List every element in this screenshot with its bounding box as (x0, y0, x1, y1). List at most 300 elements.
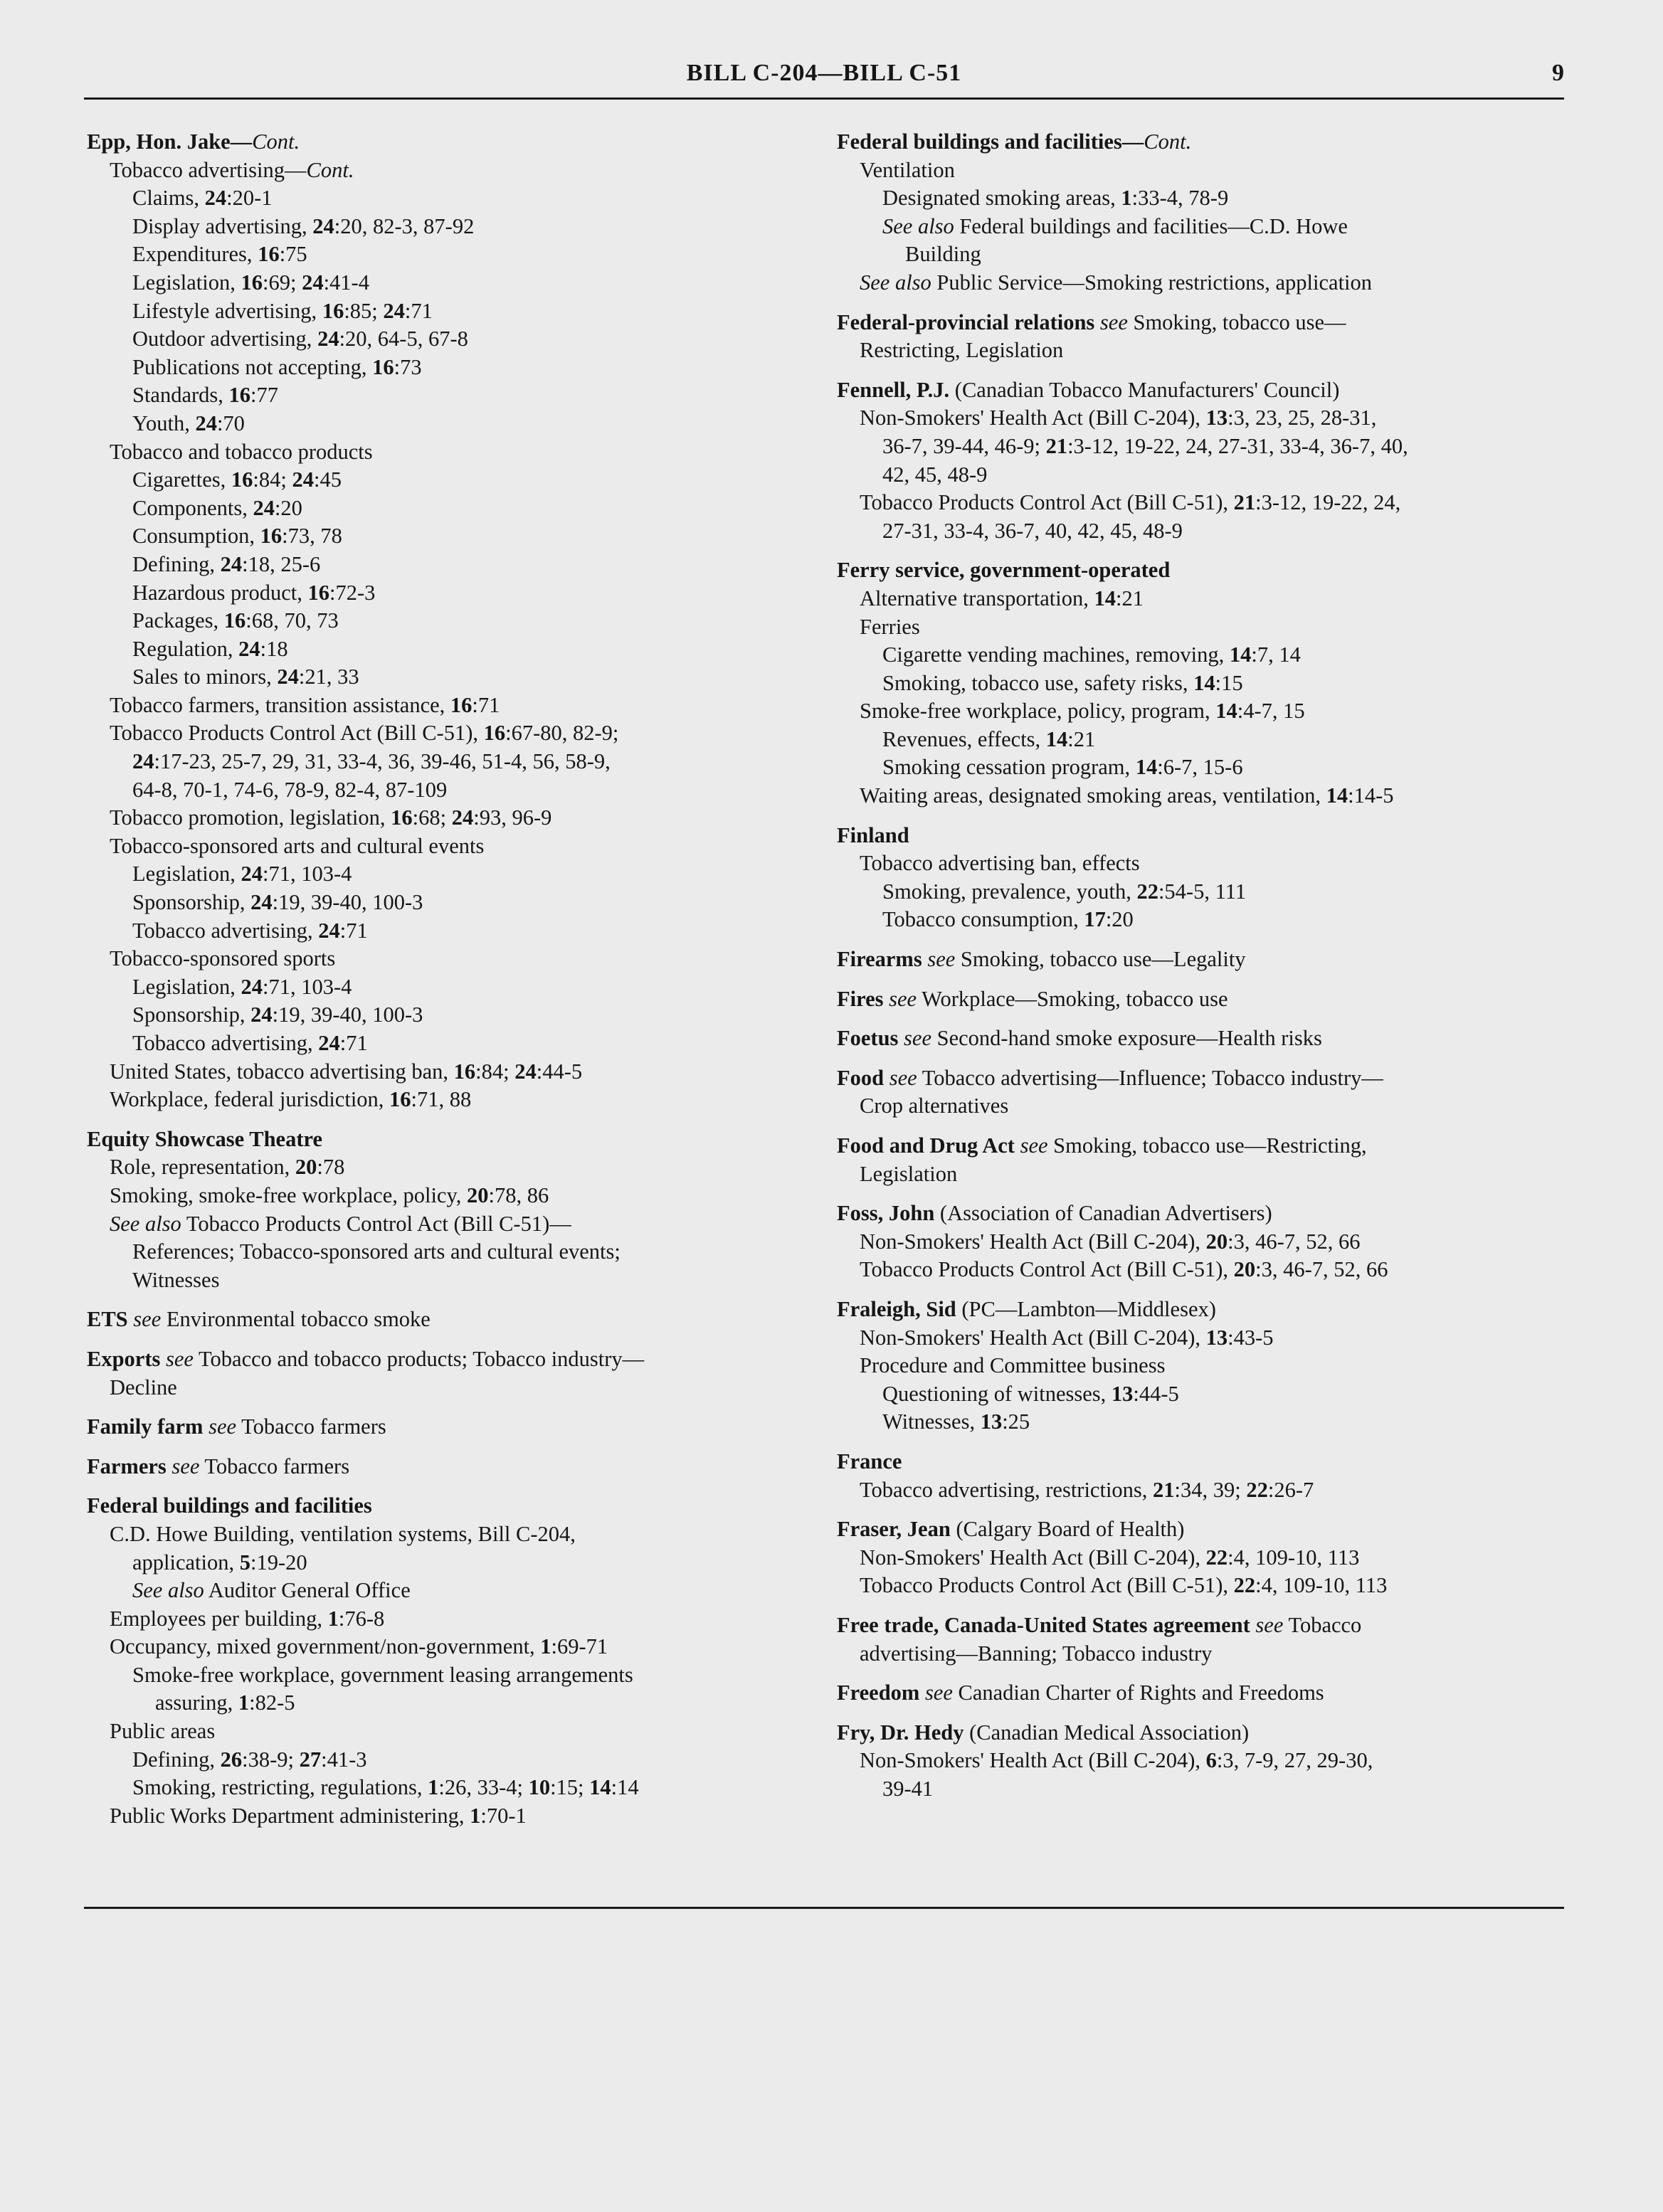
index-text: Alternative transportation, (860, 586, 1094, 610)
index-subentry (87, 1577, 813, 1605)
index-text: :68; (412, 805, 452, 830)
index-text: Ventilation (860, 157, 955, 182)
index-text: :3-12, 19-22, 24, (1255, 490, 1401, 515)
index-text: see (1099, 309, 1128, 334)
index-text: 10 (528, 1775, 551, 1800)
index-text: See also (882, 213, 954, 238)
index-text: Tobacco advertising— (110, 157, 307, 182)
index-text: Smoking, tobacco use, safety risks, (882, 670, 1194, 695)
index-text: Free trade, Canada-United States agreement (837, 1612, 1256, 1637)
index-text: :69; (262, 270, 302, 295)
index-subentry (837, 1228, 1563, 1256)
index-heading (837, 1612, 1563, 1640)
index-subentry (87, 213, 813, 241)
index-text: (PC—Lambton—Middlesex) (956, 1296, 1216, 1321)
index-text: Sponsorship, (132, 1002, 251, 1027)
index-text: :77 (250, 383, 279, 408)
index-text: 6 (1205, 1748, 1217, 1773)
index-text: :20 (274, 495, 302, 520)
index-text: Cont. (306, 157, 354, 182)
index-text: see (927, 947, 956, 972)
index-text: Display advertising, (132, 213, 313, 238)
index-text: 13 (1205, 1325, 1228, 1350)
index-text: (Association of Canadian Advertisers) (934, 1201, 1272, 1226)
index-heading (837, 1448, 1563, 1476)
index-subentry (87, 269, 813, 297)
index-text: Role, representation, (110, 1155, 295, 1180)
index-heading (837, 128, 1563, 157)
index-subentry (837, 240, 1563, 269)
index-subentry (837, 1572, 1563, 1600)
index-text: :14-5 (1348, 783, 1394, 808)
index-entry (837, 985, 1563, 1014)
index-heading (87, 1345, 813, 1374)
index-text: Public Works Department administering, (110, 1803, 470, 1828)
index-entry (837, 376, 1563, 546)
index-text: Ferry service, government-operated (837, 558, 1171, 583)
index-text: 14 (1045, 726, 1068, 751)
index-text: Foss, John (837, 1201, 935, 1226)
index-subentry (837, 1544, 1563, 1572)
index-heading (87, 1492, 813, 1520)
index-subentry (87, 1605, 813, 1634)
index-text: 5 (239, 1550, 251, 1575)
index-text: 13 (980, 1409, 1003, 1434)
index-text: see (133, 1307, 162, 1332)
index-subentry (87, 1001, 813, 1030)
index-text: Food and Drug Act (837, 1133, 1020, 1158)
index-text: Tobacco advertising, (132, 1031, 319, 1055)
index-entry (87, 1306, 813, 1334)
index-text: 14 (1215, 699, 1237, 724)
index-text: 16 (450, 692, 472, 717)
index-text: Legislation, (132, 974, 241, 999)
index-text: Tobacco advertising ban, effects (860, 851, 1140, 876)
index-heading (837, 1296, 1563, 1324)
index-text: see (166, 1346, 194, 1371)
index-subentry (837, 337, 1563, 365)
index-text: Standards, (132, 383, 229, 408)
index-heading (837, 1200, 1563, 1228)
index-text: Smoking, tobacco use—Legality (955, 947, 1246, 972)
index-text: See also (110, 1211, 181, 1236)
index-text: :75 (279, 242, 307, 267)
index-text: Tobacco Products Control Act (Bill C-51), (110, 721, 484, 746)
index-subentry (87, 719, 813, 748)
index-text: 36-7, 39-44, 46-9; (882, 433, 1046, 458)
index-text: Public Service—Smoking restrictions, application (931, 270, 1373, 295)
index-text: :44-5 (1133, 1381, 1179, 1406)
index-text: Tobacco farmers, transition assistance, (110, 692, 450, 717)
index-subentry (837, 1408, 1563, 1436)
index-text: 1 (540, 1634, 551, 1659)
index-text: Tobacco Products Control Act (Bill C-51), (860, 1257, 1234, 1282)
index-text: Ferries (860, 614, 920, 639)
index-text: Finland (837, 822, 909, 847)
index-subentry (837, 1476, 1563, 1505)
index-text: Cigarette vending machines, removing, (882, 642, 1230, 667)
index-subentry (837, 753, 1563, 782)
index-subentry (87, 1746, 813, 1774)
index-subentry (87, 1774, 813, 1802)
index-subentry (87, 1058, 813, 1086)
index-text: advertising—Banning; Tobacco industry (860, 1641, 1213, 1666)
index-subentry (87, 889, 813, 917)
index-text: 21 (1153, 1477, 1175, 1502)
index-subentry (87, 860, 813, 889)
index-text: C.D. Howe Building, ventilation systems, Bill C-204, (110, 1521, 576, 1546)
index-text: Auditor General Office (204, 1578, 411, 1603)
index-entry (837, 1132, 1563, 1188)
index-subentry (87, 804, 813, 832)
index-subentry (87, 748, 813, 776)
index-text: :54-5, 111 (1158, 879, 1247, 904)
index-text: Food (837, 1065, 889, 1090)
index-text: 13 (1111, 1381, 1134, 1406)
index-text: :68, 70, 73 (246, 608, 339, 633)
index-text: :4-7, 15 (1237, 699, 1305, 724)
index-text: 24 (514, 1059, 537, 1084)
index-subentry (837, 782, 1563, 810)
index-subentry (87, 1266, 813, 1295)
index-text: :18, 25-6 (242, 551, 321, 576)
index-text: Tobacco advertising, restrictions, (860, 1477, 1153, 1502)
index-text: Youth, (132, 411, 196, 435)
index-text: :71, 88 (411, 1087, 472, 1112)
index-text: :69-71 (551, 1634, 608, 1659)
index-subentry (837, 1640, 1563, 1668)
index-text: Legislation, (132, 862, 241, 887)
index-text: Smoking, smoke-free workplace, policy, (110, 1182, 467, 1207)
index-text: :3, 46-7, 52, 66 (1228, 1229, 1361, 1254)
index-text: 16 (453, 1059, 476, 1084)
index-text: 24 (317, 327, 339, 351)
index-entry (87, 128, 813, 1114)
index-text: Second-hand smoke exposure—Health risks (931, 1026, 1322, 1051)
index-text: :3, 23, 25, 28-31, (1228, 406, 1377, 430)
index-text: :4, 109-10, 113 (1255, 1573, 1388, 1598)
index-text: Witnesses, (882, 1409, 981, 1434)
index-text: Building (905, 242, 981, 267)
index-text: France (837, 1449, 902, 1473)
index-text: 24 (220, 551, 243, 576)
index-text: 16 (322, 298, 344, 323)
index-text: ETS (87, 1307, 134, 1332)
index-text: 24 (383, 298, 405, 323)
index-text: Tobacco (1283, 1612, 1362, 1637)
index-entry (837, 1679, 1563, 1708)
index-heading (837, 1064, 1563, 1093)
index-text: Workplace—Smoking, tobacco use (917, 986, 1228, 1011)
index-text: 16 (231, 467, 253, 492)
index-text: :15; (550, 1775, 590, 1800)
index-subentry (87, 635, 813, 664)
index-text: 42, 45, 48-9 (882, 462, 988, 487)
index-text: Smoking, restricting, regulations, (132, 1775, 428, 1800)
index-text: Non-Smokers' Health Act (Bill C-204), (860, 1545, 1206, 1570)
index-subentry (87, 832, 813, 861)
index-heading (837, 1679, 1563, 1708)
index-text: 24 (312, 213, 334, 238)
index-subentry (87, 1520, 813, 1549)
index-subentry (87, 297, 813, 326)
index-text: Tobacco promotion, legislation, (110, 805, 391, 830)
index-text: :73, 78 (282, 524, 342, 549)
footer-rule (84, 1907, 1564, 1909)
index-text: References; Tobacco-sponsored arts and cultural events; (132, 1239, 621, 1264)
index-text: 16 (241, 270, 263, 295)
index-text: :71 (404, 298, 433, 323)
index-subentry (87, 692, 813, 720)
index-subentry (87, 551, 813, 579)
index-text: Non-Smokers' Health Act (Bill C-204), (860, 1229, 1206, 1254)
index-text: 64-8, 70-1, 74-6, 78-9, 82-4, 87-109 (132, 777, 448, 802)
index-text: 14 (1135, 755, 1158, 780)
index-text: Fires (837, 986, 889, 1011)
index-subentry (87, 1030, 813, 1058)
index-text: Family farm (87, 1414, 209, 1439)
index-text: Claims, (132, 186, 205, 211)
index-text: :18 (260, 636, 288, 661)
index-subentry (87, 776, 813, 805)
index-text: Legislation (860, 1161, 958, 1186)
index-subentry (837, 213, 1563, 241)
index-text: :70-1 (480, 1803, 527, 1828)
index-text: Freedom (837, 1681, 925, 1705)
index-subentry (837, 585, 1563, 613)
index-heading (87, 1413, 813, 1441)
index-entry (87, 1126, 813, 1295)
index-text: see (208, 1414, 237, 1439)
index-text: :19-20 (250, 1550, 307, 1575)
index-text: see (924, 1681, 953, 1705)
index-text: Tobacco Products Control Act (Bill C-51)— (181, 1211, 571, 1236)
index-text: Tobacco and tobacco products; Tobacco industry— (193, 1346, 645, 1371)
index-text: :17-23, 25-7, 29, 31, 33-4, 36, 39-46, 51-4, 56, 58-9, (154, 749, 611, 774)
index-text: Federal buildings and facilities (87, 1493, 372, 1518)
index-heading (837, 1025, 1563, 1053)
index-subentry (837, 489, 1563, 517)
index-text: 39-41 (882, 1776, 934, 1801)
index-text: Tobacco farmers (236, 1414, 386, 1439)
index-subentry (87, 579, 813, 608)
index-text: :7, 14 (1251, 642, 1301, 667)
index-entry (87, 1453, 813, 1481)
index-text: :21 (1067, 726, 1096, 751)
index-text: Exports (87, 1346, 166, 1371)
index-subentry (87, 1086, 813, 1114)
index-text: :20-1 (226, 186, 273, 211)
index-text: 22 (1233, 1573, 1256, 1598)
index-subentry (837, 641, 1563, 670)
index-text: :34, 39; (1174, 1477, 1247, 1502)
index-subentry (87, 1153, 813, 1182)
index-text: 17 (1084, 907, 1106, 932)
index-text: Hazardous product, (132, 580, 308, 605)
index-subentry (87, 1802, 813, 1831)
index-text: 24 (241, 974, 263, 999)
index-subentry (837, 670, 1563, 698)
index-subentry (87, 325, 813, 354)
index-text: 13 (1205, 406, 1228, 430)
index-text: :26-7 (1267, 1477, 1314, 1502)
index-text: :4, 109-10, 113 (1228, 1545, 1360, 1570)
index-subentry (837, 517, 1563, 546)
index-subentry (837, 1747, 1563, 1775)
index-text: :78 (317, 1155, 345, 1180)
index-text: :41-3 (321, 1747, 367, 1772)
index-entry (837, 1296, 1563, 1436)
index-text: :71, 103-4 (262, 862, 352, 887)
index-text: Cont. (1144, 129, 1192, 154)
index-text: see (889, 986, 917, 1011)
index-text: Federal buildings and facilities— (837, 129, 1144, 154)
page-number: 9 (1552, 60, 1564, 86)
index-text: Tobacco consumption, (882, 907, 1084, 932)
index-text: 20 (1205, 1229, 1228, 1254)
index-entry (837, 1064, 1563, 1121)
index-heading (87, 1306, 813, 1334)
index-subentry (87, 410, 813, 438)
index-entry (837, 946, 1563, 974)
index-text: (Calgary Board of Health) (950, 1517, 1185, 1542)
index-text: :70 (216, 411, 245, 435)
index-text: 21 (1233, 490, 1256, 515)
index-text: :93, 96-9 (473, 805, 552, 830)
index-text: Non-Smokers' Health Act (Bill C-204), (860, 1748, 1206, 1773)
index-subentry (837, 613, 1563, 642)
index-text: :6-7, 15-6 (1157, 755, 1243, 780)
index-text: application, (132, 1550, 240, 1575)
index-text: Legislation, (132, 270, 241, 295)
index-text: Occupancy, mixed government/non-government, (110, 1634, 541, 1659)
page-header (84, 60, 1564, 97)
index-text: Packages, (132, 608, 224, 633)
index-text: Fraleigh, Sid (837, 1296, 956, 1321)
index-subentry (837, 1775, 1563, 1804)
index-text: 21 (1045, 433, 1068, 458)
index-text: 27 (299, 1747, 322, 1772)
index-text: 20 (295, 1155, 317, 1180)
index-text: :21 (1115, 586, 1144, 610)
index-text: 24 (318, 1031, 340, 1055)
index-text: :45 (313, 467, 342, 492)
index-text: Smoke-free workplace, policy, program, (860, 699, 1216, 724)
index-text: Tobacco-sponsored arts and cultural events (110, 833, 485, 858)
index-text: Employees per building, (110, 1606, 328, 1631)
index-subentry (837, 461, 1563, 490)
index-text: 14 (1094, 586, 1116, 610)
index-text: Non-Smokers' Health Act (Bill C-204), (860, 1325, 1206, 1350)
index-text: 24 (132, 749, 154, 774)
index-text: 24 (204, 186, 227, 211)
right-index-column (837, 128, 1563, 1814)
index-text: Outdoor advertising, (132, 327, 318, 351)
index-text: see (1255, 1612, 1284, 1637)
index-subentry (87, 466, 813, 494)
index-text: :76-8 (338, 1606, 385, 1631)
index-text: :20 (1105, 907, 1134, 932)
left-index-column (87, 128, 813, 1841)
index-subentry (87, 240, 813, 269)
index-entry (837, 556, 1563, 810)
index-text: 24 (318, 918, 340, 943)
index-text: Fennell, P.J. (837, 377, 950, 402)
index-text: 16 (223, 608, 246, 633)
index-text: 24 (250, 890, 273, 915)
index-text: 24 (451, 805, 474, 830)
index-text: 20 (466, 1182, 489, 1207)
index-text: :78, 86 (488, 1182, 549, 1207)
index-subentry (87, 1633, 813, 1661)
index-entry (837, 822, 1563, 934)
index-subentry (87, 1210, 813, 1239)
index-subentry (837, 184, 1563, 213)
index-text: :15 (1215, 670, 1243, 695)
index-text: Crop alternatives (860, 1094, 1009, 1118)
index-subentry (87, 438, 813, 467)
index-text: Firearms (837, 947, 928, 972)
index-subentry (87, 1689, 813, 1718)
index-text: 26 (220, 1747, 243, 1772)
index-text: Federal buildings and facilities—C.D. Howe (954, 213, 1348, 238)
index-text: 24 (250, 1002, 273, 1027)
index-text: 24 (238, 636, 260, 661)
index-text: 24 (195, 411, 217, 435)
index-text: See also (132, 1578, 204, 1603)
index-text: 1 (238, 1690, 250, 1715)
index-text: :14 (611, 1775, 639, 1800)
index-text: Revenues, effects, (882, 726, 1046, 751)
index-subentry (87, 663, 813, 692)
index-text: Farmers (87, 1454, 172, 1478)
index-text: :67-80, 82-9; (505, 721, 619, 746)
index-text: :3, 46-7, 52, 66 (1255, 1257, 1388, 1282)
index-entry (837, 1025, 1563, 1053)
index-text: Defining, (132, 551, 221, 576)
index-text: See also (860, 270, 931, 295)
index-text: Workplace, federal jurisdiction, (110, 1087, 390, 1112)
index-text: :71 (472, 692, 500, 717)
index-subentry (87, 607, 813, 635)
index-text: Tobacco and tobacco products (110, 439, 373, 464)
index-text: Smoke-free workplace, government leasing arrangements (132, 1662, 633, 1687)
index-subentry (837, 157, 1563, 185)
index-text: see (1020, 1133, 1048, 1158)
index-text: Witnesses (132, 1267, 220, 1292)
running-title: BILL C-204—BILL C-51 (686, 60, 962, 86)
index-text: :71, 103-4 (262, 974, 352, 999)
index-text: 27-31, 33-4, 36-7, 40, 42, 45, 48-9 (882, 518, 1183, 543)
index-text: 24 (253, 495, 275, 520)
index-text: 24 (241, 862, 263, 887)
index-text: 14 (1229, 642, 1252, 667)
index-text: :44-5 (536, 1059, 583, 1084)
index-text: Regulation, (132, 636, 239, 661)
index-text: 16 (260, 524, 283, 549)
index-text: Decline (110, 1375, 177, 1399)
index-text: Tobacco-sponsored sports (110, 946, 336, 971)
index-text: 22 (1246, 1477, 1268, 1502)
index-entry (87, 1345, 813, 1402)
index-text: 16 (372, 354, 394, 379)
index-text: 1 (327, 1606, 339, 1631)
index-entry (87, 1492, 813, 1830)
index-subentry (837, 1380, 1563, 1409)
index-subentry (87, 945, 813, 973)
index-text: 16 (391, 805, 413, 830)
index-text: Tobacco advertising—Influence; Tobacco industry— (917, 1065, 1383, 1090)
